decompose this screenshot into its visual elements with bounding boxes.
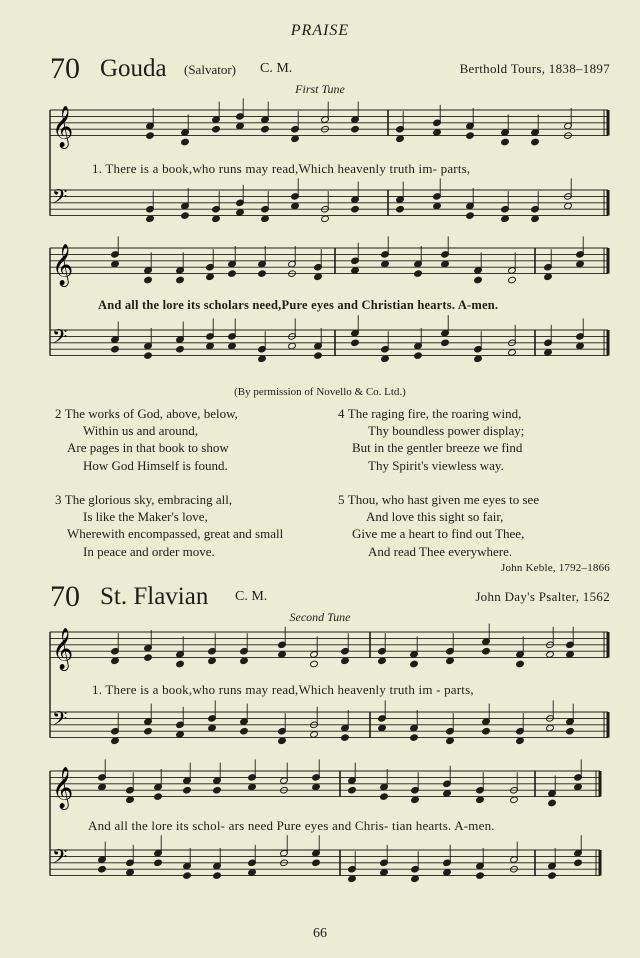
note-head	[111, 657, 120, 665]
note-head	[446, 737, 455, 745]
note-head	[482, 647, 491, 655]
note-head	[446, 657, 455, 665]
note-head	[380, 869, 389, 877]
text-author: John Keble, 1792–1866	[501, 562, 610, 574]
verse-line: Within us and around,	[83, 423, 199, 439]
tune-label: First Tune	[295, 82, 345, 96]
verse-line: In peace and order move.	[83, 543, 215, 559]
note-head	[351, 125, 360, 133]
verse-3	[55, 491, 283, 560]
note-head	[396, 135, 405, 143]
note-head	[212, 125, 221, 133]
verse-line: And read Thee everywhere.	[368, 543, 513, 559]
verse-line: The glorious sky, embracing all,	[64, 492, 233, 507]
note-head	[176, 345, 185, 353]
note-head	[378, 657, 387, 665]
treble-clef-icon: 𝄞	[52, 767, 74, 809]
note-head	[181, 212, 190, 220]
note-head	[321, 215, 330, 223]
note-head	[466, 132, 475, 140]
note-head	[508, 276, 517, 284]
note-head	[351, 205, 360, 213]
note-head	[213, 872, 222, 880]
note-head	[146, 215, 155, 223]
note-head	[566, 727, 575, 735]
note-head	[544, 273, 553, 281]
tune-name: St. Flavian	[100, 583, 209, 610]
lyric-line: 1. There is a book,who runs may read,Which heavenly truth im- parts,	[92, 161, 471, 176]
note-head	[466, 212, 475, 220]
note-head	[396, 205, 405, 213]
note-head	[510, 796, 519, 804]
note-head	[381, 355, 390, 363]
note-head	[126, 796, 135, 804]
note-head	[548, 799, 557, 807]
note-head	[111, 345, 120, 353]
verse-number: 2	[55, 406, 62, 421]
note-head	[206, 273, 215, 281]
note-head	[154, 859, 163, 867]
verse-2	[55, 405, 238, 474]
note-head	[240, 657, 249, 665]
verse-number: 5	[338, 492, 345, 507]
running-head: PRAISE	[290, 22, 350, 39]
note-head	[443, 869, 452, 877]
note-head	[314, 352, 323, 360]
verse-number: 4	[338, 406, 345, 421]
note-head	[441, 260, 450, 268]
note-head	[546, 651, 555, 659]
clefs	[52, 106, 73, 873]
note-head	[240, 727, 249, 735]
verse-line: The raging fire, the roaring wind,	[347, 406, 522, 421]
note-head	[516, 737, 525, 745]
note-head	[206, 342, 215, 350]
note-head	[348, 875, 357, 883]
note-head	[564, 202, 573, 210]
note-head	[98, 865, 107, 873]
note-head	[476, 872, 485, 880]
note-head	[144, 654, 153, 662]
note-head	[248, 783, 257, 791]
note-head	[414, 270, 423, 278]
note-head	[258, 355, 267, 363]
note-head	[411, 796, 420, 804]
note-head	[278, 651, 287, 659]
note-head	[443, 790, 452, 798]
note-head	[213, 786, 222, 794]
verse-line: How God Himself is found.	[83, 457, 228, 473]
note-head	[411, 875, 420, 883]
note-head	[410, 660, 419, 668]
page-number: 66	[313, 926, 327, 941]
note-head	[574, 859, 583, 867]
note-head	[310, 731, 319, 739]
verse-line: Thou, who hast given me eyes to see	[347, 492, 540, 507]
note-head	[208, 657, 217, 665]
note-head	[531, 215, 540, 223]
note-head	[212, 215, 221, 223]
lyric-line: And all the lore its schol- ars need Pure eyes and Chris- tian hearts. A-men.	[88, 818, 495, 833]
note-head	[208, 724, 217, 732]
note-head	[380, 793, 389, 801]
note-head	[228, 270, 237, 278]
note-head	[144, 276, 153, 284]
bass-clef-icon: 𝄢	[52, 184, 68, 213]
bass-clef-icon: 𝄢	[52, 324, 68, 353]
note-head	[351, 267, 360, 275]
note-head	[378, 724, 387, 732]
lyric-line: 1. There is a book,who runs may read,Which heavenly truth im - parts,	[92, 682, 474, 697]
note-head	[410, 734, 419, 742]
note-head	[126, 869, 135, 877]
note-head	[228, 342, 237, 350]
note-head	[248, 869, 257, 877]
verse-line: Give me a heart to find out Thee,	[352, 526, 525, 542]
treble-clef-icon: 𝄞	[52, 628, 74, 670]
lyric-line: And all the lore its scholars need,Pure eyes and Christian hearts. A-men.	[98, 298, 499, 312]
note-head	[312, 783, 321, 791]
note-head	[98, 783, 107, 791]
note-head	[516, 660, 525, 668]
verse-4	[338, 405, 524, 474]
note-head	[441, 339, 450, 347]
note-head	[351, 339, 360, 347]
note-head	[291, 202, 300, 210]
verse-line: Thy boundless power display;	[368, 423, 525, 439]
note-head	[576, 260, 585, 268]
composer: John Day's Psalter, 1562	[475, 589, 610, 604]
note-head	[261, 125, 270, 133]
meter: C. M.	[260, 61, 293, 76]
note-head	[291, 135, 300, 143]
note-head	[258, 270, 267, 278]
note-head	[414, 352, 423, 360]
note-head	[348, 786, 357, 794]
verse-line: The works of God, above, below,	[64, 406, 238, 421]
note-head	[144, 352, 153, 360]
note-head	[544, 349, 553, 357]
note-head	[236, 209, 245, 217]
composer: Berthold Tours, 1838–1897	[459, 61, 610, 76]
note-head	[501, 215, 510, 223]
note-head	[261, 215, 270, 223]
verse-line: And love this sight so fair,	[366, 509, 504, 525]
note-head	[433, 202, 442, 210]
note-head	[381, 260, 390, 268]
note-head	[144, 727, 153, 735]
hymn-number: 70	[50, 580, 80, 613]
verse-line: Thy Spirit's viewless way.	[368, 457, 504, 473]
note-head	[278, 737, 287, 745]
note-head	[236, 122, 245, 130]
note-head	[474, 355, 483, 363]
note-head	[146, 132, 155, 140]
note-head	[183, 786, 192, 794]
note-head	[531, 138, 540, 146]
note-head	[546, 724, 555, 732]
verse-line: Wherewith encompassed, great and small	[67, 526, 284, 542]
permission-note: (By permission of Novello & Co. Ltd.)	[234, 386, 406, 398]
alt-tune-name: (Salvator)	[184, 62, 236, 77]
note-head	[474, 276, 483, 284]
verse-5	[338, 491, 539, 560]
note-head	[508, 349, 517, 357]
note-head	[576, 342, 585, 350]
note-head	[314, 273, 323, 281]
treble-clef-icon: 𝄞	[52, 244, 74, 286]
meter: C. M.	[235, 589, 268, 604]
note-head	[310, 660, 319, 668]
note-head	[476, 796, 485, 804]
note-head	[181, 138, 190, 146]
verse-line: Are pages in that book to show	[67, 440, 229, 456]
verse-number: 3	[55, 492, 62, 507]
bass-clef-icon: 𝄢	[52, 706, 68, 735]
verse-line: But in the gentler breeze we find	[352, 440, 523, 456]
treble-clef-icon: 𝄞	[52, 106, 74, 148]
note-head	[501, 138, 510, 146]
note-head	[341, 657, 350, 665]
note-head	[548, 872, 557, 880]
note-head	[574, 783, 583, 791]
verse-line: Is like the Maker's love,	[83, 509, 208, 525]
note-head	[176, 276, 185, 284]
hymn-number: 70	[50, 52, 80, 85]
note-head	[183, 872, 192, 880]
note-head	[288, 342, 297, 350]
note-head	[176, 731, 185, 739]
note-head	[566, 651, 575, 659]
tune-name: Gouda	[100, 55, 167, 82]
tune-label: Second Tune	[289, 610, 351, 624]
note-head	[341, 734, 350, 742]
hymn-header-st-flavian	[50, 582, 610, 612]
note-head	[433, 129, 442, 137]
note-head	[176, 660, 185, 668]
note-head	[154, 793, 163, 801]
bass-clef-icon: 𝄢	[52, 844, 68, 873]
note-head	[111, 737, 120, 745]
note-head	[482, 727, 491, 735]
note-head	[312, 859, 321, 867]
note-head	[111, 260, 120, 268]
